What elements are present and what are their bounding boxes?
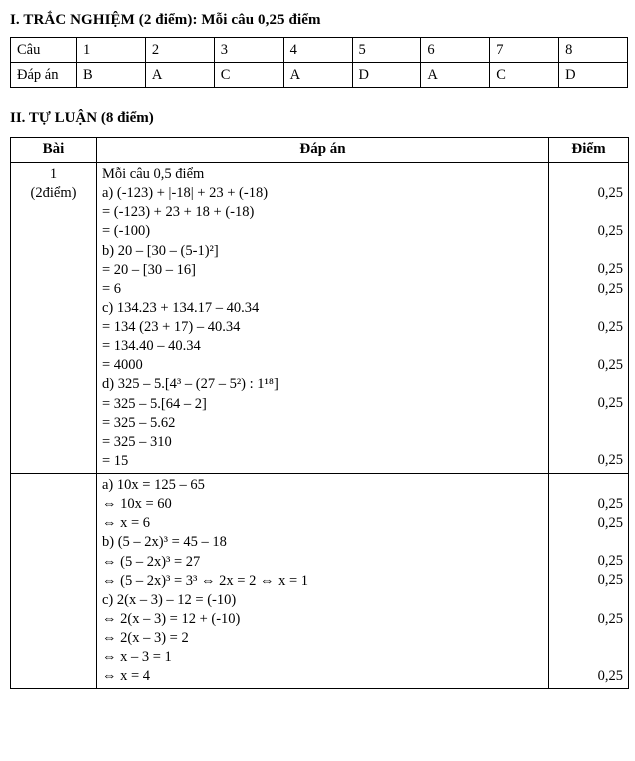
score-line: 0,25 bbox=[597, 318, 623, 335]
question-number-cell: 5 bbox=[352, 38, 421, 63]
answer-line: ⇔ (5 – 2x)³ = 3³ ⇔ 2x = 2 ⇔ x = 1 bbox=[102, 572, 309, 589]
answer-cell: C bbox=[214, 63, 283, 88]
answer-line: = 4000 bbox=[102, 357, 143, 374]
table-header-row bbox=[11, 138, 629, 163]
score-line: 0,25 bbox=[597, 261, 623, 278]
score-cell bbox=[549, 474, 629, 689]
question-number-cell: 3 bbox=[214, 38, 283, 63]
score-line bbox=[554, 432, 623, 451]
answer-line: = (-100) bbox=[102, 223, 151, 240]
table-row bbox=[11, 474, 629, 689]
answer-line: a) 10x = 125 – 65 bbox=[102, 477, 205, 493]
answer-cell: A bbox=[421, 63, 490, 88]
answer-cell: A bbox=[145, 63, 214, 88]
score-line: 0,25 bbox=[597, 553, 623, 570]
answer-line: = 20 – [30 – 16] bbox=[102, 261, 196, 278]
score-line: 0,25 bbox=[597, 280, 623, 297]
answer-cell: A bbox=[283, 63, 352, 88]
score-line bbox=[554, 337, 623, 356]
part1-heading: I. TRẮC NGHIỆM (2 điểm): Mỗi câu 0,25 điểm bbox=[10, 12, 321, 28]
answer-line: ⇔ (5 – 2x)³ = 27 bbox=[102, 553, 201, 570]
score-line: 0,25 bbox=[597, 452, 623, 469]
column-header-diem: Điểm bbox=[549, 138, 629, 163]
answer-line: = 6 bbox=[102, 280, 122, 297]
answer-line: ⇔ x – 3 = 1 bbox=[102, 649, 172, 666]
answer-line: Mỗi câu 0,5 điểm bbox=[102, 166, 205, 182]
answer-line: = 325 – 310 bbox=[102, 433, 172, 450]
score-line: 0,25 bbox=[597, 667, 623, 684]
question-number-cell: 2 bbox=[145, 38, 214, 63]
answer-line: ⇔ 10x = 60 bbox=[102, 496, 172, 513]
score-cell bbox=[549, 163, 629, 474]
answer-line: ⇔ x = 4 bbox=[102, 668, 151, 685]
table-row bbox=[11, 63, 628, 88]
answer-line: b) (5 – 2x)³ = 45 – 18 bbox=[102, 534, 227, 551]
score-line bbox=[554, 648, 623, 667]
question-number-cell: 1 bbox=[77, 38, 146, 63]
answer-line: = 15 bbox=[102, 452, 129, 469]
answer-line: b) 20 – [30 – (5-1)²] bbox=[102, 242, 219, 259]
multiple-choice-table bbox=[10, 37, 628, 88]
part2-heading: II. TỰ LUẬN (8 điểm) bbox=[10, 110, 154, 126]
answer-cell bbox=[97, 163, 549, 474]
score-line bbox=[554, 165, 623, 184]
column-header-dapan: Đáp án bbox=[97, 138, 549, 163]
score-line bbox=[554, 375, 623, 394]
answer-line: d) 325 – 5.[4³ – (27 – 5²) : 1¹⁸] bbox=[102, 376, 279, 393]
score-line bbox=[554, 629, 623, 648]
score-line: 0,25 bbox=[597, 223, 623, 240]
question-number-cell: 4 bbox=[283, 38, 352, 63]
score-line bbox=[554, 476, 623, 495]
bai-cell bbox=[11, 163, 97, 474]
question-number-cell: 7 bbox=[490, 38, 559, 63]
answer-line: c) 134.23 + 134.17 – 40.34 bbox=[102, 299, 260, 316]
question-number-cell: 6 bbox=[421, 38, 490, 63]
answer-line: ⇔ 2(x – 3) = 2 bbox=[102, 630, 189, 646]
answer-cell: D bbox=[559, 63, 628, 88]
answer-cell: D bbox=[352, 63, 421, 88]
score-line bbox=[554, 203, 623, 222]
bai-points: (2điểm) bbox=[30, 184, 77, 201]
score-line: 0,25 bbox=[597, 356, 623, 373]
score-line bbox=[554, 299, 623, 318]
score-line: 0,25 bbox=[597, 395, 623, 412]
answer-cell bbox=[97, 474, 549, 689]
row-label-dapan: Đáp án bbox=[11, 63, 77, 88]
score-line bbox=[554, 413, 623, 432]
answer-line: ⇔ 2(x – 3) = 12 + (-10) bbox=[102, 610, 241, 627]
answer-line: ⇔ x = 6 bbox=[102, 515, 151, 532]
answer-line: = 134.40 – 40.34 bbox=[102, 338, 201, 355]
row-label-cau: Câu bbox=[11, 38, 77, 63]
score-line: 0,25 bbox=[597, 185, 623, 202]
score-line bbox=[554, 241, 623, 260]
bai-cell bbox=[11, 474, 97, 689]
score-line bbox=[554, 533, 623, 552]
answer-line: = 325 – 5.[64 – 2] bbox=[102, 395, 207, 412]
answer-line: c) 2(x – 3) – 12 = (-10) bbox=[102, 591, 237, 608]
essay-answers-table bbox=[10, 137, 629, 689]
answer-line: = (-123) + 23 + 18 + (-18) bbox=[102, 204, 255, 221]
question-number-cell: 8 bbox=[559, 38, 628, 63]
score-line: 0,25 bbox=[597, 515, 623, 532]
table-row bbox=[11, 38, 628, 63]
table-row bbox=[11, 163, 629, 474]
answer-line: = 325 – 5.62 bbox=[102, 414, 176, 431]
bai-number: 1 bbox=[49, 166, 58, 182]
answer-cell: B bbox=[77, 63, 146, 88]
score-line: 0,25 bbox=[597, 610, 623, 627]
answer-line: = 134 (23 + 17) – 40.34 bbox=[102, 319, 241, 335]
answer-cell: C bbox=[490, 63, 559, 88]
answer-line: a) (-123) + |-18| + 23 + (-18) bbox=[102, 185, 269, 202]
score-line: 0,25 bbox=[597, 572, 623, 589]
column-header-bai: Bài bbox=[11, 138, 97, 163]
score-line: 0,25 bbox=[597, 496, 623, 513]
score-line bbox=[554, 591, 623, 610]
